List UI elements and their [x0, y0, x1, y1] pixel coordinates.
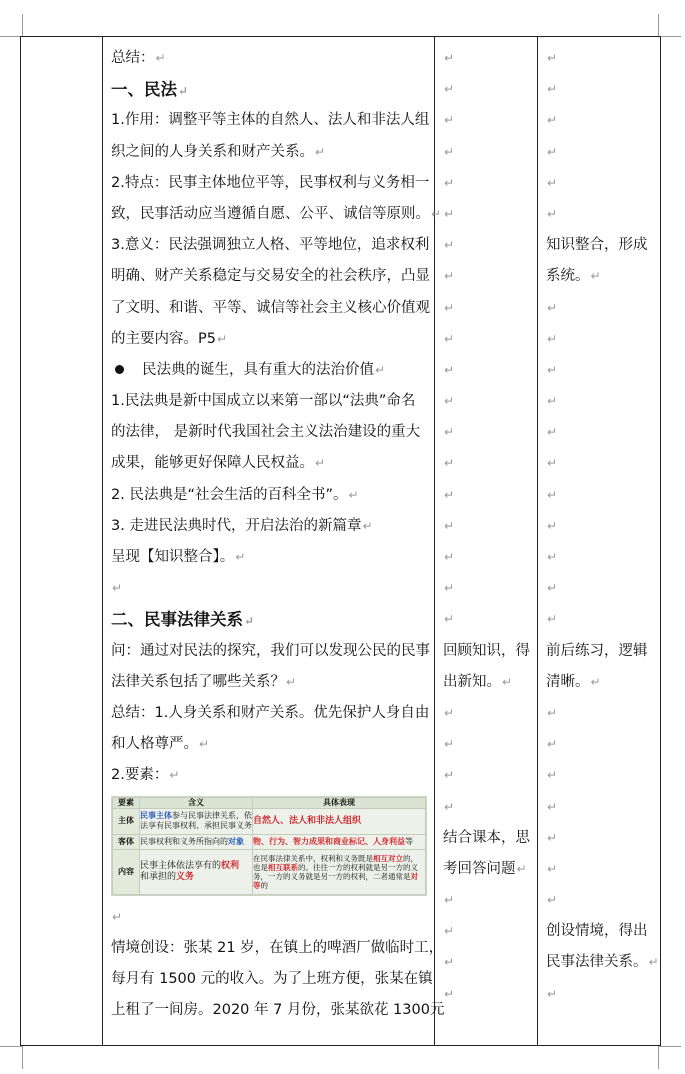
- text-line: 1.作用：调整平等主体的自然人、法人和非法人组: [111, 112, 430, 129]
- empty-line: ↵: [444, 238, 455, 253]
- text-line: 3.意义：民法强调独立人格、平等地位，追求权利: [111, 237, 430, 254]
- empty-line: ↵: [444, 705, 455, 720]
- section-title-civil-relations: 二、民事法律关系↵: [111, 610, 255, 630]
- empty-line: ↵: [547, 144, 558, 159]
- empty-line: ↵: [547, 456, 558, 471]
- empty-line: ↵: [444, 581, 455, 596]
- empty-line: ↵: [444, 300, 455, 315]
- text-line: 明确、财产关系稳定与交易安全的社会秩序，凸显: [111, 268, 430, 285]
- empty-line: ↵: [547, 612, 558, 627]
- table-cell: 民事权利和义务所指向的对象: [140, 835, 253, 849]
- empty-line: ↵: [547, 581, 558, 596]
- empty-line: ↵: [547, 82, 558, 97]
- table-cell: 物、行为、智力成果和商业标记、人身利益等: [253, 835, 426, 849]
- table-key-cell: 客体: [113, 835, 140, 849]
- text-line: 总结：1.人身关系和财产关系。优先保护人身自由: [111, 704, 430, 721]
- text-line: 前后练习，逻辑: [546, 642, 648, 659]
- text-line: 了文明、和谐、平等、诚信等社会主义核心价值观: [111, 299, 430, 316]
- section-title-civil-law: 一、民法↵: [111, 80, 189, 100]
- empty-line: ↵: [444, 799, 455, 814]
- text-line: 和人格尊严。↵: [111, 736, 210, 753]
- crop-mark-bottom-left: [0, 1046, 23, 1069]
- empty-line: ↵: [444, 206, 455, 221]
- empty-line: ↵: [444, 362, 455, 377]
- empty-line: ↵: [444, 269, 455, 284]
- text-line: 2.特点：民事主体地位平等，民事权利与义务相一: [111, 174, 430, 191]
- crop-mark-top-left: [0, 14, 23, 37]
- text-line: 清晰。↵: [546, 673, 601, 690]
- text-line: 情境创设：张某 21 岁，在镇上的啤酒厂做临时工，: [111, 939, 444, 956]
- empty-line: ↵: [444, 175, 455, 190]
- empty-line: ↵: [547, 113, 558, 128]
- empty-line: ↵: [444, 456, 455, 471]
- empty-line: ↵: [547, 175, 558, 190]
- table-cell: 民事主体参与民事法律关系，依法享有民事权利、承担民事义务: [140, 808, 253, 835]
- empty-line: ↵: [444, 144, 455, 159]
- table-cell: 在民事法律关系中，权利和义务既是相互对立的，也是相互联系的。往往一方的权利就是另一方的义务，一方的义务就是另一方的权利，二者通常是对等的: [253, 849, 426, 894]
- table-key-cell: 主体: [113, 808, 140, 835]
- bullet-dot-icon: [115, 365, 124, 374]
- text-line: 上租了一间房。2020 年 7 月份，张某欲花 1300元: [111, 1002, 445, 1019]
- text-line: 系统。↵: [546, 268, 601, 285]
- empty-line: ↵: [112, 909, 123, 924]
- text-line: 每月有 1500 元的收入。为了上班方便，张某在镇: [111, 970, 433, 987]
- activity-column-cell: [435, 37, 538, 1046]
- empty-line: ↵: [444, 487, 455, 502]
- text-line: 回顾知识，得: [443, 642, 530, 659]
- table-header: 具体表现: [253, 797, 426, 808]
- empty-line: ↵: [547, 51, 558, 65]
- empty-line: ↵: [444, 612, 455, 627]
- text-line: 成果，能够更好保障人民权益。↵: [111, 455, 326, 472]
- empty-line: ↵: [547, 487, 558, 502]
- empty-line: ↵: [547, 768, 558, 783]
- civil-relation-elements-table-image: [111, 796, 427, 896]
- text-line: 呈现【知识整合】。↵: [111, 549, 246, 565]
- empty-line: ↵: [547, 425, 558, 440]
- text-line: 织之间的人身关系和财产关系。↵: [111, 143, 326, 160]
- text-line: 法律关系包括了哪些关系？↵: [111, 673, 297, 690]
- empty-line: ↵: [547, 550, 558, 564]
- text-line: 致，民事活动应当遵循自愿、公平、诚信等原则。↵: [111, 205, 442, 222]
- empty-line: ↵: [444, 986, 455, 1001]
- empty-line: ↵: [444, 331, 455, 346]
- empty-line: ↵: [547, 206, 558, 221]
- empty-line: ↵: [444, 893, 455, 908]
- table-key-cell: 内容: [113, 849, 140, 894]
- table-header: 要素: [113, 797, 140, 808]
- text-line: 2. 民法典是“社会生活的百科全书”。↵: [111, 486, 359, 503]
- empty-line: ↵: [547, 705, 558, 720]
- empty-line: ↵: [444, 51, 455, 65]
- empty-line: ↵: [547, 331, 558, 346]
- text-line: 创设情境，得出: [546, 923, 648, 940]
- empty-line: ↵: [444, 425, 455, 440]
- empty-line: ↵: [444, 924, 455, 939]
- content-column-cell: [103, 37, 445, 1046]
- empty-line: ↵: [444, 82, 455, 97]
- purpose-column-cell: [538, 37, 661, 1046]
- empty-line: ↵: [547, 300, 558, 315]
- lesson-plan-table: [20, 36, 661, 1046]
- text-line: 知识整合，形成: [546, 237, 648, 254]
- empty-line: ↵: [444, 550, 455, 564]
- bullet-line: 民法典的诞生，具有重大的法治价值↵: [111, 355, 428, 386]
- text-line: 民事法律关系。↵: [546, 954, 659, 971]
- empty-line: ↵: [444, 518, 455, 533]
- empty-line: ↵: [444, 113, 455, 128]
- empty-line: ↵: [112, 581, 123, 596]
- empty-line: ↵: [547, 893, 558, 908]
- empty-line: ↵: [547, 394, 558, 409]
- text-line: 考回答问题↵: [443, 860, 527, 877]
- empty-line: ↵: [547, 799, 558, 814]
- empty-line: ↵: [547, 986, 558, 1001]
- crop-mark-bottom-right: [658, 1046, 681, 1069]
- empty-line: ↵: [547, 518, 558, 533]
- empty-line: ↵: [444, 955, 455, 970]
- text-line: 问：通过对民法的探究，我们可以发现公民的民事: [111, 642, 430, 659]
- empty-line: ↵: [547, 861, 558, 876]
- summary-label-line: 总结：↵: [111, 50, 166, 66]
- text-line: 的法律， 是新时代我国社会主义法治建设的重大: [111, 424, 421, 441]
- text-line: 出新知。↵: [443, 673, 513, 690]
- empty-line: ↵: [444, 737, 455, 752]
- text-line: 的主要内容。P5↵: [111, 330, 228, 347]
- table-header: 含义: [140, 797, 253, 808]
- table-cell: 民事主体依法享有的权利 和承担的义务: [140, 849, 253, 894]
- crop-mark-top-right: [658, 14, 681, 37]
- empty-line: ↵: [547, 362, 558, 377]
- empty-line: ↵: [444, 394, 455, 409]
- empty-line: ↵: [547, 737, 558, 752]
- empty-line: ↵: [444, 768, 455, 783]
- empty-column-cell: [21, 37, 103, 1046]
- text-line: 结合课本，思: [443, 829, 530, 846]
- empty-line: ↵: [547, 830, 558, 845]
- text-line: 2.要素：↵: [111, 767, 180, 784]
- text-line: 1.民法典是新中国成立以来第一部以“法典”命名: [111, 393, 416, 410]
- text-line: 3. 走进民法典时代，开启法治的新篇章↵: [111, 517, 373, 534]
- table-cell: 自然人、法人和非法人组织: [253, 808, 426, 835]
